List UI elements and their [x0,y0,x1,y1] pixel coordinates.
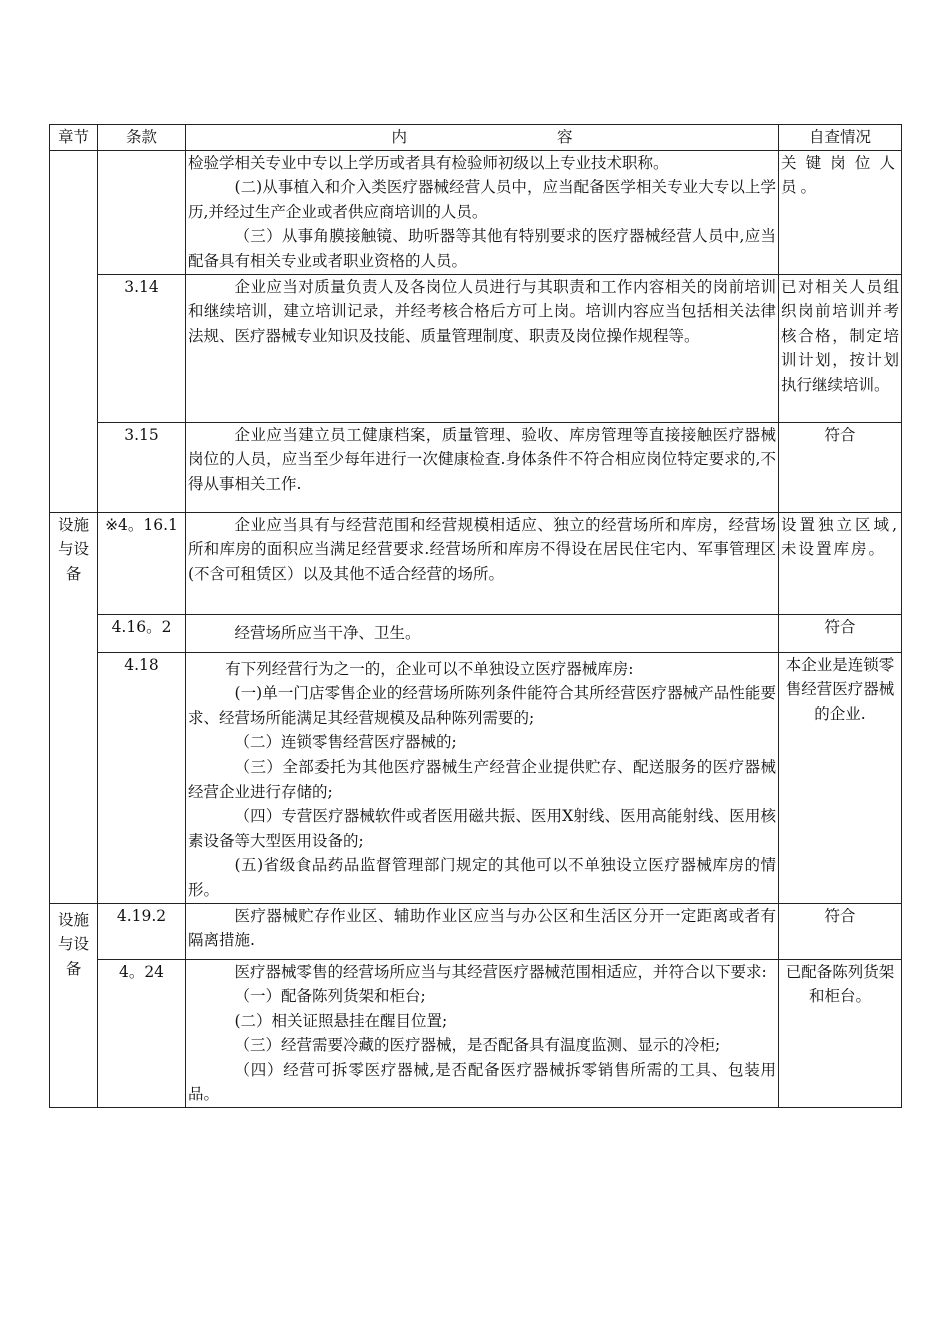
content-line: (五)省级食品药品监督管理部门规定的其他可以不单独设立医疗器械库房的情形。 [188,856,776,899]
self-check-cell: 已对相关人员组织岗前培训并考核合格，制定培训计划，按计划执行继续培训。 [779,274,902,422]
table-row [50,903,902,959]
chapter-cell: 设施与设备 [50,903,98,1108]
self-check-cell: 设置独立区域,未设置库房。 [779,512,902,614]
self-check-cell: 符合 [779,614,902,652]
content-line: （三）全部委托为其他医疗器械生产经营企业提供贮存、配送服务的医疗器械经营企业进行存储的; [188,757,776,801]
content-line: (一)单一门店零售企业的经营场所陈列条件能符合其所经营医疗器械产品性能要求、经营场所能满足其经营规模及品种陈列需要的; [188,684,776,727]
content-line: (二)从事植入和介入类医疗器械经营人员中，应当配备医学相关专业大专以上学历,并经过生产企业或者供应商培训的人员。 [188,178,776,221]
content-line: （三）经营需要冷藏的医疗器械，是否配备具有温度监测、显示的冷柜; [234,1036,721,1055]
header-clause: 条款 [98,125,186,151]
content-line: （一）配备陈列货架和柜台; [234,987,426,1006]
clause-cell: 3.14 [98,274,186,422]
content-cell [186,959,779,1108]
clause-cell: 4。24 [98,959,186,1108]
self-check-cell: 已配备陈列货架和柜台。 [779,959,902,1108]
content-line: 企业应当对质量负责人及各岗位人员进行与其职责和工作内容相关的岗前培训和继续培训，建立培训记录，并经考核合格后方可上岗。培训内容应当包括相关法律法规、医疗器械专业知识及技能、质量管理制度、职责及岗位操作规程等。 [188,277,776,345]
chapter-cell-blank [50,150,98,512]
content-line: （二）连锁零售经营医疗器械的; [234,733,457,752]
table-row [50,150,902,274]
table-row [50,614,902,652]
header-content [186,125,779,151]
clause-cell [98,150,186,274]
content-cell [186,652,779,903]
content-line: （四）经营可拆零医疗器械,是否配备医疗器械拆零销售所需的工具、包装用品。 [188,1060,776,1104]
content-line: （四）专营医疗器械软件或者医用磁共振、医用X射线、医用高能射线、医用核素设备等大型医用设备的; [188,807,776,850]
content-cell [186,903,779,959]
content-cell [186,512,779,614]
content-line: 经营场所应当干净、卫生。 [234,623,421,642]
content-cell [186,614,779,652]
self-check-cell: 符合 [779,422,902,512]
clause-cell: 4.16。2 [98,614,186,652]
content-line: 医疗器械零售的经营场所应当与其经营医疗器械范围相适应，并符合以下要求: [234,962,767,981]
content-line: 检验学相关专业中专以上学历或者具有检验师初级以上专业技术职称。 [188,153,669,172]
table-row [50,959,902,1108]
table-row [50,652,902,903]
content-line: 有下列经营行为之一的，企业可以不单独设立医疗器械库房: [225,659,634,678]
chapter-cell: 设施与设备 [50,512,98,903]
header-chapter: 章节 [50,125,98,151]
content-line: （三）从事角膜接触镜、助听器等其他有特别要求的医疗器械经营人员中,应当配备具有相关专业或者职业资格的人员。 [188,227,776,270]
content-cell [186,274,779,422]
clause-cell: 3.15 [98,422,186,512]
content-line: 企业应当具有与经营范围和经营规模相适应、独立的经营场所和库房，经营场所和库房的面积应当满足经营要求.经营场所和库房不得设在居民住宅内、军事管理区(不含可租赁区）以及其他不适合经营的场所。 [188,515,776,583]
clause-cell: 4.18 [98,652,186,903]
table-row [50,274,902,422]
header-row [50,125,902,151]
table-row [50,512,902,614]
inspection-table [49,124,902,1108]
content-line: 医疗器械贮存作业区、辅助作业区应当与办公区和生活区分开一定距离或者有隔离措施. [188,906,776,950]
self-check-cell: 本企业是连锁零售经营医疗器械的企业. [779,652,902,903]
content-cell [186,150,779,274]
header-self-check: 自查情况 [779,125,902,151]
header-content-a: 内 [391,128,407,146]
clause-cell: ※4。16.1 [98,512,186,614]
content-line: 企业应当建立员工健康档案，质量管理、验收、库房管理等直接接触医疗器械岗位的人员，应当至少每年进行一次健康检查.身体条件不符合相应岗位特定要求的,不得从事相关工作. [188,425,776,493]
clause-cell: 4.19.2 [98,903,186,959]
header-content-b: 容 [557,128,573,146]
content-cell [186,422,779,512]
self-check-cell: 关键岗位人员。 [779,150,902,274]
self-check-cell: 符合 [779,903,902,959]
table-row [50,422,902,512]
content-line: (二）相关证照悬挂在醒目位置; [234,1011,448,1030]
